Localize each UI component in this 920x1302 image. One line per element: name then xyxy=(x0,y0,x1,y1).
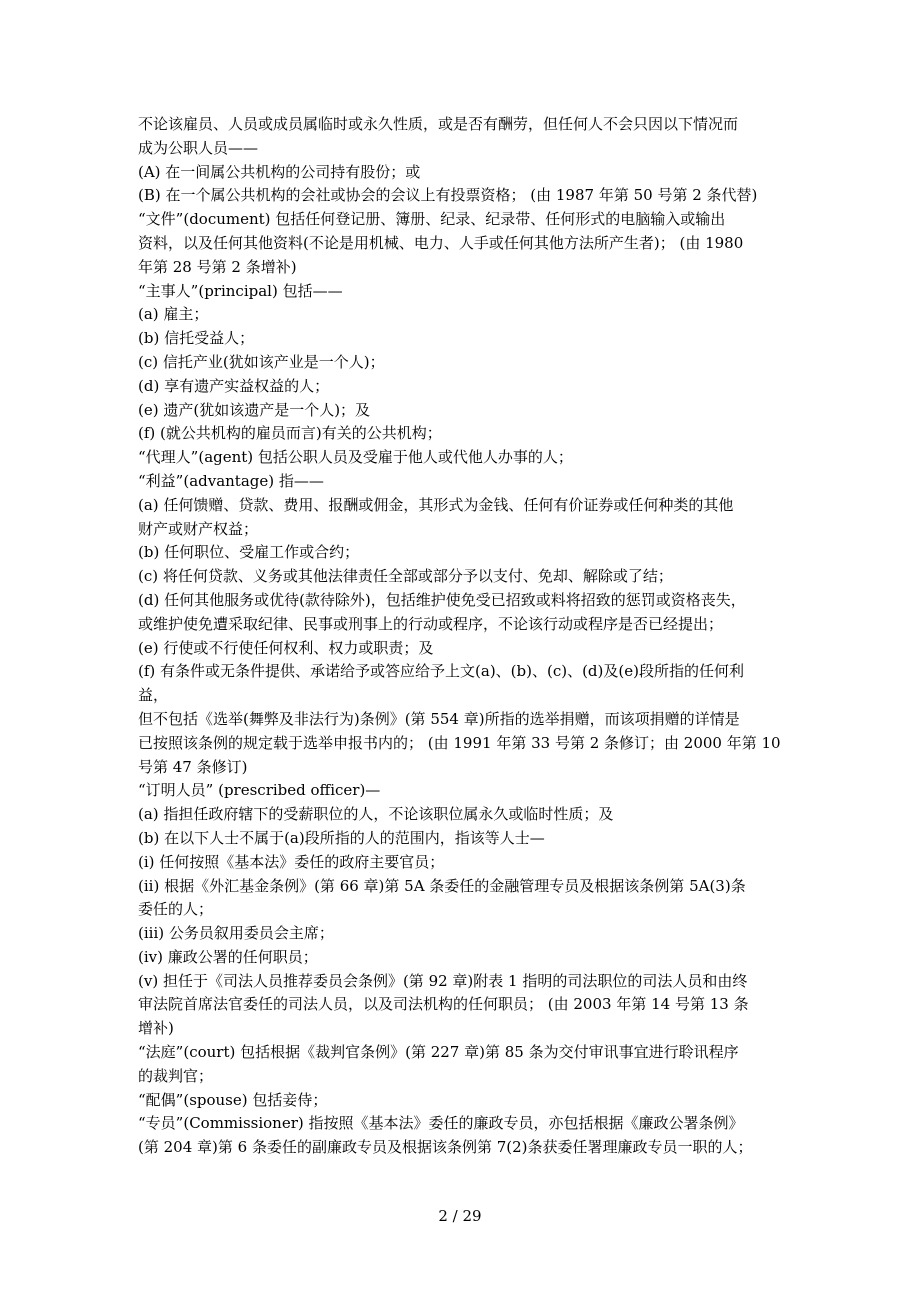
text-line: 成为公职人员—— xyxy=(138,138,259,157)
text-line: “专员”(Commissioner) 指按照《基本法》委任的廉政专员，亦包括根据《廉政公署条例》 xyxy=(138,1114,744,1133)
document-body xyxy=(138,113,790,1160)
text-line: (A) 在一间属公共机构的公司持有股份；或 xyxy=(138,162,421,181)
text-line: (iii) 公务员叙用委员会主席； xyxy=(138,924,334,943)
text-line: (b) 信托受益人； xyxy=(138,329,255,348)
text-line: (第 204 章)第 6 条委任的副廉政专员及根据该条例第 7(2)条获委任署理廉政专员一职的人； xyxy=(138,1138,753,1157)
text-line: 委任的人； xyxy=(138,900,214,919)
text-line: (e) 行使或不行使任何权利、权力或职责；及 xyxy=(138,638,434,657)
text-line: (f) 有条件或无条件提供、承诺给予或答应给予上文(a)、(b)、(c)、(d)及(e)段所指的任何利 xyxy=(138,662,744,681)
text-line: 增补) xyxy=(138,1019,174,1038)
text-line: (c) 信托产业(犹如该产业是一个人)； xyxy=(138,352,385,371)
text-line: “利益”(advantage) 指—— xyxy=(138,471,324,490)
text-line: (a) 雇主； xyxy=(138,305,209,324)
text-line: (f) (就公共机构的雇员而言)有关的公共机构； xyxy=(138,424,442,443)
text-line: (a) 指担任政府辖下的受薪职位的人，不论该职位属永久或临时性质；及 xyxy=(138,805,614,824)
text-line: 或维护使免遭采取纪律、民事或刑事上的行动或程序，不论该行动或程序是否已经提出； xyxy=(138,614,724,633)
text-line: (i) 任何按照《基本法》委任的政府主要官员； xyxy=(138,852,445,871)
text-line: (d) 任何其他服务或优待(款待除外)，包括维护使免受已招致或料将招致的惩罚或资格丧失， xyxy=(138,590,746,609)
text-line: 的裁判官； xyxy=(138,1066,214,1085)
text-line: “文件”(document) 包括任何登记册、簿册、纪录、纪录带、任何形式的电脑输入或输出 xyxy=(138,210,726,229)
text-line: (d) 享有遗产实益权益的人； xyxy=(138,376,330,395)
text-line: (B) 在一个属公共机构的会社或协会的会议上有投票资格； (由 1987 年第 50 号第 2 条代替) xyxy=(138,186,758,205)
text-line: 资料，以及任何其他资料(不论是用机械、电力、人手或任何其他方法所产生者)； (由 1980 xyxy=(138,233,744,252)
text-line: 不论该雇员、人员或成员属临时或永久性质，或是否有酬劳，但任何人不会只因以下情况而 xyxy=(138,115,739,133)
text-line: 但不包括《选举(舞弊及非法行为)条例》(第 554 章)所指的选举捐赠，而该项捐赠的详情是 xyxy=(138,709,740,728)
text-line: “订明人员” (prescribed officer)— xyxy=(138,781,381,800)
text-line: (iv) 廉政公署的任何职员； xyxy=(138,947,318,966)
page-number: 2 / 29 xyxy=(438,1207,482,1225)
text-line: 号第 47 条修订) xyxy=(138,757,248,776)
text-line: (b) 在以下人士不属于(a)段所指的人的范围内，指该等人士— xyxy=(138,828,545,847)
text-line: (e) 遗产(犹如该遗产是一个人)；及 xyxy=(138,400,371,419)
text-line: 财产或财产权益； xyxy=(138,519,259,538)
text-line: (c) 将任何贷款、义务或其他法律责任全部或部分予以支付、免却、解除或了结； xyxy=(138,567,673,586)
text-line: (a) 任何馈赠、贷款、费用、报酬或佣金，其形式为金钱、任何有价证券或任何种类的其他 xyxy=(138,495,734,514)
text-line: (v) 担任于《司法人员推荐委员会条例》(第 92 章)附表 1 指明的司法职位的司法人员和由终 xyxy=(138,971,748,990)
text-line: (b) 任何职位、受雇工作或合约； xyxy=(138,543,360,562)
text-line: “配偶”(spouse) 包括妾侍； xyxy=(138,1090,328,1109)
text-line: 审法院首席法官委任的司法人员，以及司法机构的任何职员； (由 2003 年第 14 号第 13 条 xyxy=(138,995,749,1014)
text-line: 已按照该条例的规定载于选举申报书内的； (由 1991 年第 33 号第 2 条修订；由 2000 年第 10 xyxy=(138,733,781,752)
text-line: 年第 28 号第 2 条增补) xyxy=(138,257,297,276)
text-line: “法庭”(court) 包括根据《裁判官条例》(第 227 章)第 85 条为交付审讯事宜进行聆讯程序 xyxy=(138,1043,739,1062)
text-line: 益， xyxy=(138,686,169,705)
text-line: (ii) 根据《外汇基金条例》(第 66 章)第 5A 条委任的金融管理专员及根据该条例第 5A(3)条 xyxy=(138,876,746,895)
text-line: “主事人”(principal) 包括—— xyxy=(138,281,343,300)
text-line: “代理人”(agent) 包括公职人员及受雇于他人或代他人办事的人； xyxy=(138,448,573,467)
